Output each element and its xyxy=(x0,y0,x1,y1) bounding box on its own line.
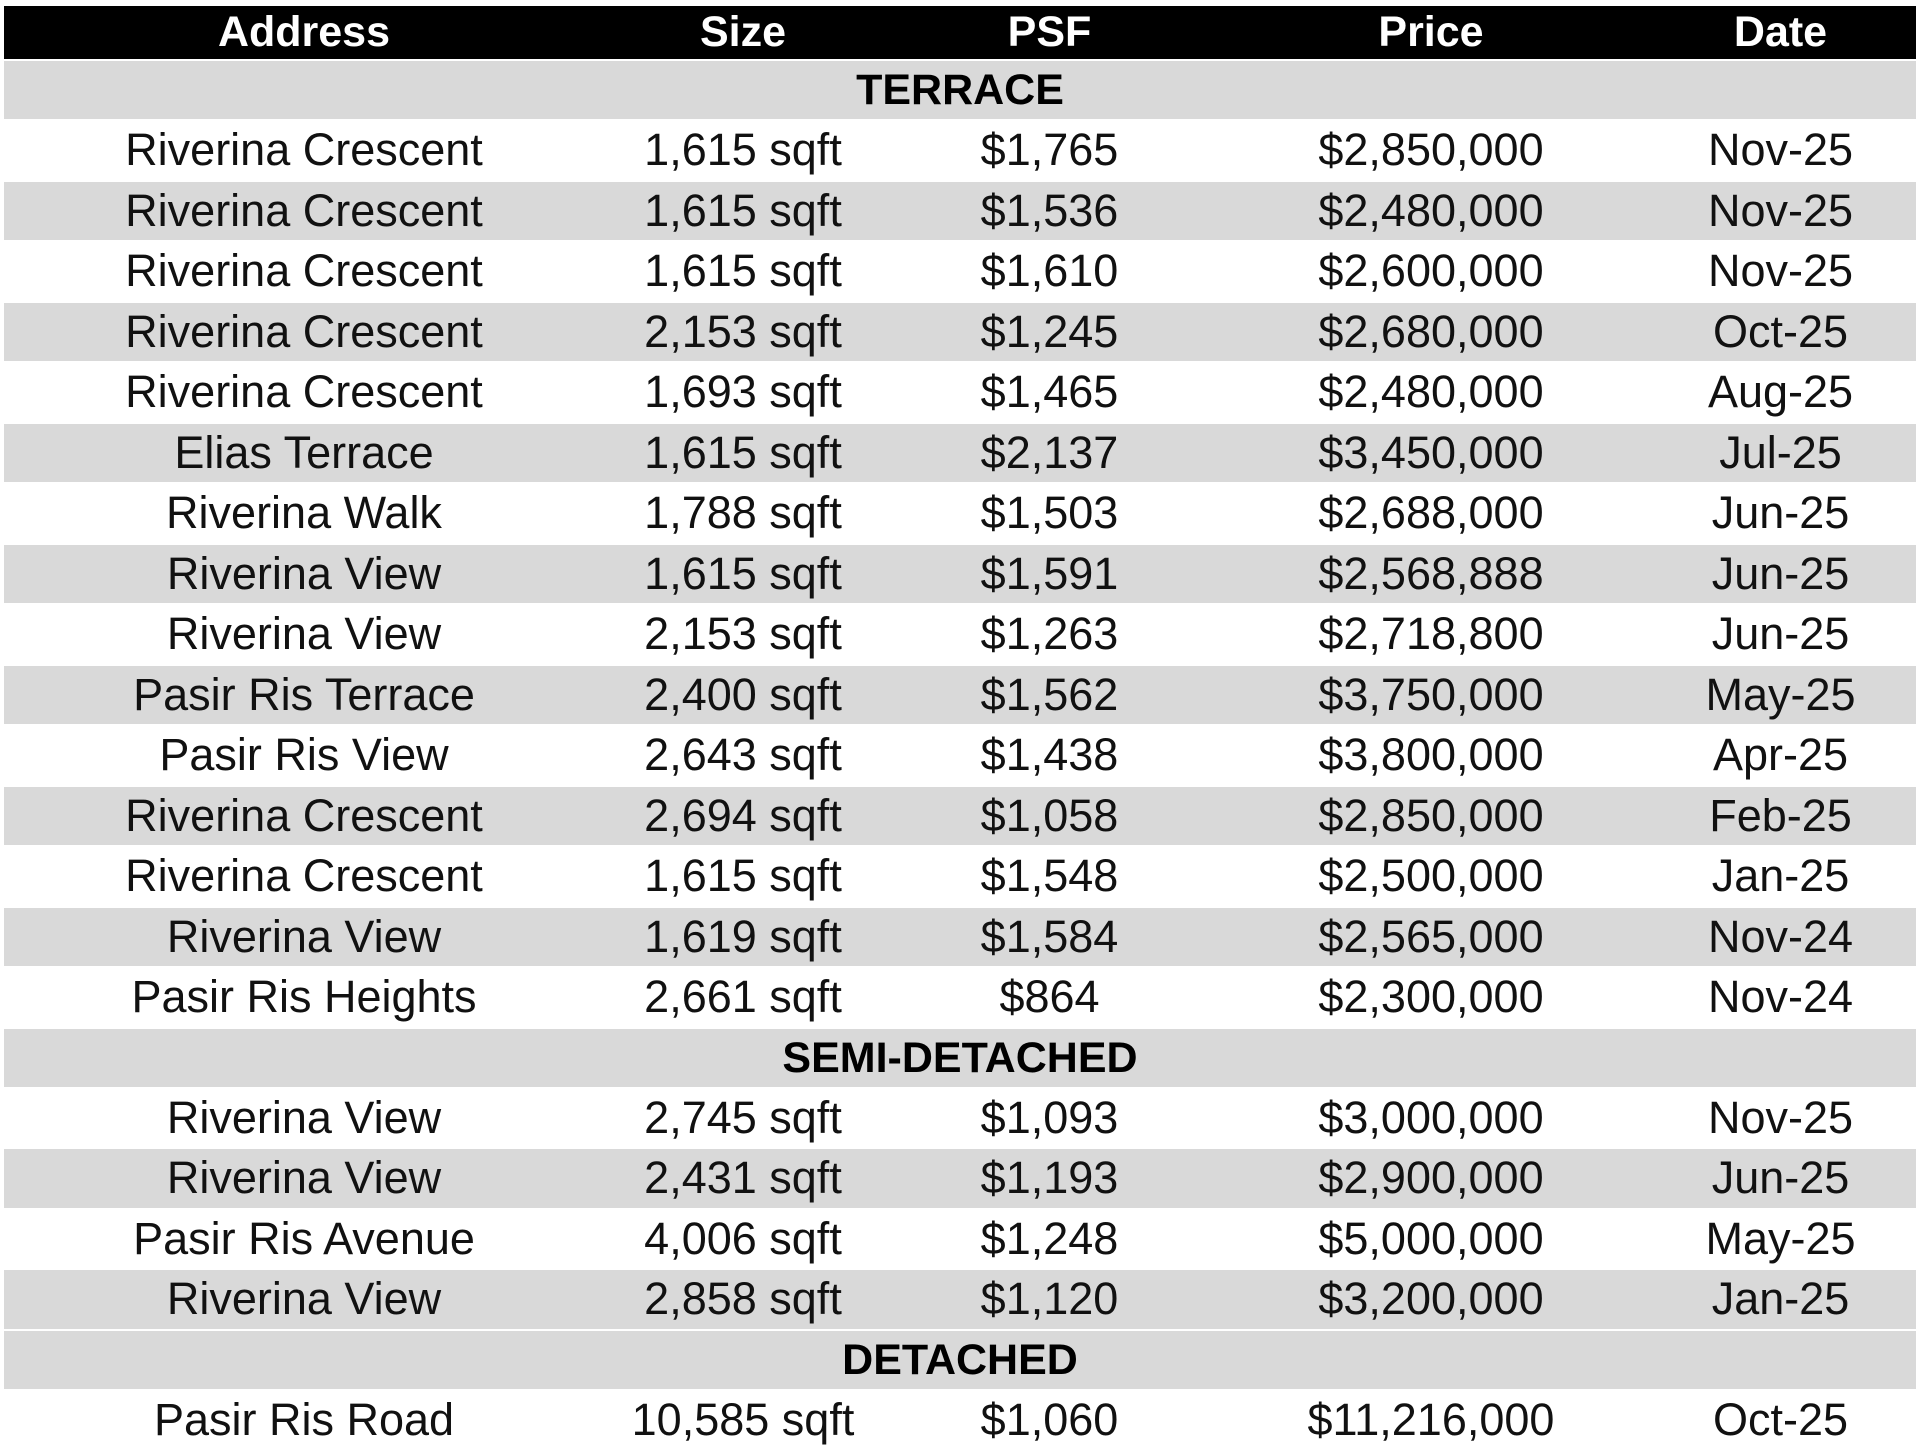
table-row xyxy=(4,907,1916,968)
cell-price: $2,480,000 xyxy=(1217,181,1645,242)
cell-size: 1,693 sqft xyxy=(604,362,882,423)
cell-date: Nov-25 xyxy=(1645,120,1916,181)
cell-price: $2,688,000 xyxy=(1217,483,1645,544)
cell-address: Riverina Crescent xyxy=(4,302,604,363)
cell-size: 2,694 sqft xyxy=(604,786,882,847)
cell-price: $3,000,000 xyxy=(1217,1088,1645,1149)
table-row xyxy=(4,362,1916,423)
cell-address: Riverina View xyxy=(4,1269,604,1330)
cell-size: 10,585 sqft xyxy=(604,1390,882,1451)
cell-address: Riverina Crescent xyxy=(4,846,604,907)
cell-price: $2,480,000 xyxy=(1217,362,1645,423)
table-row xyxy=(4,1088,1916,1149)
cell-address: Riverina View xyxy=(4,907,604,968)
cell-size: 2,643 sqft xyxy=(604,725,882,786)
cell-psf: $1,263 xyxy=(882,604,1217,665)
table-row xyxy=(4,786,1916,847)
cell-price: $2,568,888 xyxy=(1217,544,1645,605)
cell-address: Riverina Crescent xyxy=(4,786,604,847)
cell-psf: $1,503 xyxy=(882,483,1217,544)
section-row xyxy=(4,1330,1916,1390)
table-row xyxy=(4,665,1916,726)
cell-size: 2,431 sqft xyxy=(604,1148,882,1209)
cell-psf: $1,584 xyxy=(882,907,1217,968)
cell-address: Pasir Ris Avenue xyxy=(4,1209,604,1270)
table-row xyxy=(4,1148,1916,1209)
cell-psf: $1,058 xyxy=(882,786,1217,847)
cell-size: 2,745 sqft xyxy=(604,1088,882,1149)
column-header-psf: PSF xyxy=(882,6,1217,60)
cell-address: Riverina Crescent xyxy=(4,362,604,423)
cell-psf: $1,465 xyxy=(882,362,1217,423)
cell-date: Jun-25 xyxy=(1645,544,1916,605)
cell-size: 1,615 sqft xyxy=(604,846,882,907)
cell-psf: $864 xyxy=(882,967,1217,1028)
cell-price: $2,600,000 xyxy=(1217,241,1645,302)
cell-address: Riverina Walk xyxy=(4,483,604,544)
cell-psf: $1,591 xyxy=(882,544,1217,605)
table-row xyxy=(4,846,1916,907)
cell-size: 1,619 sqft xyxy=(604,907,882,968)
cell-psf: $1,562 xyxy=(882,665,1217,726)
cell-size: 2,153 sqft xyxy=(604,604,882,665)
cell-psf: $1,060 xyxy=(882,1390,1217,1451)
table-body xyxy=(4,60,1916,1450)
table-row xyxy=(4,1390,1916,1451)
cell-size: 4,006 sqft xyxy=(604,1209,882,1270)
cell-address: Pasir Ris View xyxy=(4,725,604,786)
section-title: SEMI-DETACHED xyxy=(4,1028,1916,1088)
cell-address: Riverina Crescent xyxy=(4,181,604,242)
cell-size: 1,615 sqft xyxy=(604,544,882,605)
cell-psf: $1,245 xyxy=(882,302,1217,363)
table-row xyxy=(4,241,1916,302)
table-row xyxy=(4,725,1916,786)
cell-address: Pasir Ris Terrace xyxy=(4,665,604,726)
cell-date: Jan-25 xyxy=(1645,1269,1916,1330)
cell-psf: $1,610 xyxy=(882,241,1217,302)
cell-date: Oct-25 xyxy=(1645,302,1916,363)
table-row xyxy=(4,1269,1916,1330)
cell-address: Riverina View xyxy=(4,544,604,605)
column-header-address: Address xyxy=(4,6,604,60)
cell-size: 2,661 sqft xyxy=(604,967,882,1028)
cell-date: Nov-25 xyxy=(1645,241,1916,302)
cell-date: Apr-25 xyxy=(1645,725,1916,786)
cell-address: Elias Terrace xyxy=(4,423,604,484)
cell-price: $2,850,000 xyxy=(1217,786,1645,847)
cell-date: Jun-25 xyxy=(1645,1148,1916,1209)
cell-psf: $1,765 xyxy=(882,120,1217,181)
cell-size: 2,153 sqft xyxy=(604,302,882,363)
cell-price: $2,850,000 xyxy=(1217,120,1645,181)
table-row xyxy=(4,181,1916,242)
cell-address: Pasir Ris Road xyxy=(4,1390,604,1451)
section-title: DETACHED xyxy=(4,1330,1916,1390)
table-row xyxy=(4,483,1916,544)
cell-date: Jul-25 xyxy=(1645,423,1916,484)
cell-size: 1,615 sqft xyxy=(604,423,882,484)
cell-size: 1,788 sqft xyxy=(604,483,882,544)
cell-price: $3,450,000 xyxy=(1217,423,1645,484)
cell-date: Oct-25 xyxy=(1645,1390,1916,1451)
cell-price: $2,500,000 xyxy=(1217,846,1645,907)
cell-price: $3,750,000 xyxy=(1217,665,1645,726)
table-row xyxy=(4,423,1916,484)
cell-price: $3,800,000 xyxy=(1217,725,1645,786)
cell-psf: $1,438 xyxy=(882,725,1217,786)
cell-size: 2,400 sqft xyxy=(604,665,882,726)
cell-date: Aug-25 xyxy=(1645,362,1916,423)
cell-size: 1,615 sqft xyxy=(604,181,882,242)
cell-date: Nov-24 xyxy=(1645,907,1916,968)
cell-psf: $1,536 xyxy=(882,181,1217,242)
cell-price: $5,000,000 xyxy=(1217,1209,1645,1270)
table-row xyxy=(4,1209,1916,1270)
cell-size: 1,615 sqft xyxy=(604,241,882,302)
table-row xyxy=(4,120,1916,181)
cell-address: Riverina View xyxy=(4,1148,604,1209)
cell-price: $2,900,000 xyxy=(1217,1148,1645,1209)
cell-address: Riverina Crescent xyxy=(4,241,604,302)
cell-price: $11,216,000 xyxy=(1217,1390,1645,1451)
cell-address: Riverina View xyxy=(4,604,604,665)
table-header xyxy=(4,6,1916,60)
cell-psf: $2,137 xyxy=(882,423,1217,484)
cell-address: Riverina View xyxy=(4,1088,604,1149)
cell-date: Jan-25 xyxy=(1645,846,1916,907)
transactions-table xyxy=(4,6,1916,1451)
cell-psf: $1,193 xyxy=(882,1148,1217,1209)
cell-size: 1,615 sqft xyxy=(604,120,882,181)
cell-price: $2,680,000 xyxy=(1217,302,1645,363)
cell-date: May-25 xyxy=(1645,1209,1916,1270)
cell-date: Nov-24 xyxy=(1645,967,1916,1028)
cell-date: May-25 xyxy=(1645,665,1916,726)
table-row xyxy=(4,544,1916,605)
cell-price: $2,718,800 xyxy=(1217,604,1645,665)
cell-price: $3,200,000 xyxy=(1217,1269,1645,1330)
cell-psf: $1,548 xyxy=(882,846,1217,907)
cell-psf: $1,093 xyxy=(882,1088,1217,1149)
cell-size: 2,858 sqft xyxy=(604,1269,882,1330)
cell-address: Pasir Ris Heights xyxy=(4,967,604,1028)
cell-date: Jun-25 xyxy=(1645,483,1916,544)
cell-date: Jun-25 xyxy=(1645,604,1916,665)
cell-date: Feb-25 xyxy=(1645,786,1916,847)
header-row xyxy=(4,6,1916,60)
table-row xyxy=(4,604,1916,665)
cell-price: $2,300,000 xyxy=(1217,967,1645,1028)
cell-date: Nov-25 xyxy=(1645,1088,1916,1149)
section-row xyxy=(4,60,1916,120)
column-header-date: Date xyxy=(1645,6,1916,60)
column-header-price: Price xyxy=(1217,6,1645,60)
cell-date: Nov-25 xyxy=(1645,181,1916,242)
section-title: TERRACE xyxy=(4,60,1916,120)
section-row xyxy=(4,1028,1916,1088)
cell-address: Riverina Crescent xyxy=(4,120,604,181)
cell-psf: $1,120 xyxy=(882,1269,1217,1330)
table-row xyxy=(4,302,1916,363)
table-row xyxy=(4,967,1916,1028)
column-header-size: Size xyxy=(604,6,882,60)
cell-price: $2,565,000 xyxy=(1217,907,1645,968)
cell-psf: $1,248 xyxy=(882,1209,1217,1270)
